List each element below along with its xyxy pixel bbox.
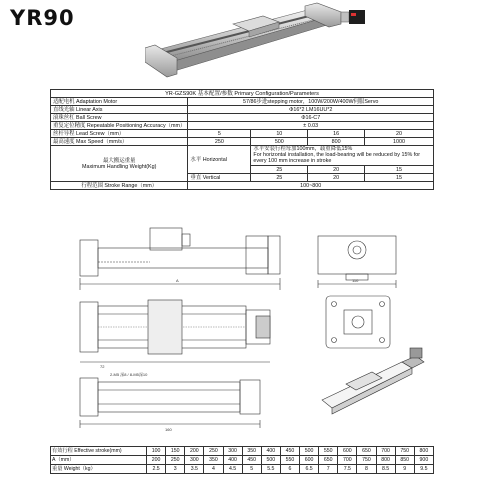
handling-label-en: Maximum Handling Weight(Kg) (81, 163, 157, 170)
a-cell: 550 (280, 456, 299, 465)
dim-ref: 72 (100, 364, 105, 369)
stroke-cell: 550 (319, 447, 338, 456)
a-cell: 700 (338, 456, 357, 465)
weight-cell: 9.5 (414, 465, 433, 474)
weight-cell: 7 (319, 465, 338, 474)
lead-value: 10 (251, 130, 308, 138)
stroke-cell: 200 (185, 447, 204, 456)
weight-cell: 3 (166, 465, 185, 474)
horizontal-value: 25 (251, 166, 308, 174)
weight-cell: 6 (280, 465, 299, 474)
a-cell: 650 (319, 456, 338, 465)
lead-value: 5 (188, 130, 251, 138)
speed-value: 1000 (364, 138, 433, 146)
weight-cell: 9 (395, 465, 414, 474)
dim-a: A (176, 278, 179, 283)
product-title: YR90 (10, 6, 75, 30)
dim-hole: 2-M5 深8 / 8-M5深10 (110, 372, 148, 377)
a-cell: 800 (376, 456, 395, 465)
a-cell: 400 (223, 456, 242, 465)
horizontal-value: 15 (364, 166, 433, 174)
a-cell: 850 (395, 456, 414, 465)
lead-value: 16 (308, 130, 365, 138)
stroke-cell: 400 (261, 447, 280, 456)
a-cell: 200 (147, 456, 166, 465)
a-cell: 500 (261, 456, 280, 465)
spec-header: YR-GZS90K 基本配置/参数 Primary Configuration/Parameters (51, 90, 434, 98)
stroke-cell: 500 (300, 447, 319, 456)
a-cell: 250 (166, 456, 185, 465)
a-cell: 350 (204, 456, 223, 465)
horizontal-note-en: For horizontal installation, the load-bearing will be reduced by 15% for every 100 mm increase in stroke (253, 151, 421, 164)
stroke-cell: 650 (357, 447, 376, 456)
top-view (80, 300, 270, 362)
a-cell: 450 (242, 456, 261, 465)
weight-cell: 7.5 (338, 465, 357, 474)
stroke-cell: 600 (338, 447, 357, 456)
stroke-cell: 750 (395, 447, 414, 456)
vertical-value: 20 (308, 174, 365, 182)
vertical-label: 垂直 Vertical (188, 174, 251, 182)
horizontal-value: 20 (308, 166, 365, 174)
weight-cell: 4 (204, 465, 223, 474)
weight-cell: 3.5 (185, 465, 204, 474)
handling-label-cn: 最大搬运重量 (103, 157, 136, 164)
accuracy-label: 重复定位精度 Repeatable Positioning Accuracy（mm） (51, 122, 188, 130)
isometric-view (322, 348, 424, 414)
a-cell: 750 (357, 456, 376, 465)
stroke-cell: 150 (166, 447, 185, 456)
weight-row-label: 重量 Weight（kg） (51, 465, 147, 474)
motor-value: 57/86步进stepping motor，100W/200W/400W伺服Servo (188, 98, 434, 106)
screw-label: 滚珠丝杠 Ball Screw (51, 114, 188, 122)
speed-label: 最高速度 Max Speed（mm/s） (51, 138, 188, 146)
speed-value: 800 (308, 138, 365, 146)
stroke-value: 100~800 (188, 182, 434, 190)
weight-cell: 4.5 (223, 465, 242, 474)
dim-base: 160 (165, 427, 172, 432)
table-row (51, 465, 434, 474)
stroke-row-label: 有效行程 Effective stroke(mm) (51, 447, 147, 456)
a-cell: 600 (300, 456, 319, 465)
a-row-label: A（mm） (51, 456, 147, 465)
horizontal-label: 水平 Horizontal (188, 146, 251, 174)
speed-value: 500 (251, 138, 308, 146)
speed-value: 250 (188, 138, 251, 146)
stroke-table (50, 446, 434, 474)
stroke-cell: 300 (223, 447, 242, 456)
weight-cell: 6.5 (300, 465, 319, 474)
lead-value: 20 (364, 130, 433, 138)
motor-label: 适配电机 Adaptation Motor (51, 98, 188, 106)
stroke-label: 行程范围 Stroke Range（mm） (51, 182, 188, 190)
a-cell: 900 (414, 456, 433, 465)
stroke-cell: 350 (242, 447, 261, 456)
axis-value: Φ16*2 LM16UU*2 (188, 106, 434, 114)
weight-cell: 2.5 (147, 465, 166, 474)
bottom-view (80, 378, 260, 428)
table-row (51, 456, 434, 465)
front-view (80, 228, 280, 290)
stroke-cell: 450 (280, 447, 299, 456)
stroke-cell: 700 (376, 447, 395, 456)
table-row (51, 447, 434, 456)
lead-label: 丝杆导程 Lead Screw（mm） (51, 130, 188, 138)
accuracy-value: ± 0.03 (188, 122, 434, 130)
stroke-cell: 250 (204, 447, 223, 456)
horizontal-note-cn: 水平安装行程每加100mm，载重降低15% (253, 146, 353, 152)
vertical-value: 15 (364, 174, 433, 182)
a-cell: 300 (185, 456, 204, 465)
screw-value: Φ16-C7 (188, 114, 434, 122)
weight-cell: 5 (242, 465, 261, 474)
stroke-cell: 100 (147, 447, 166, 456)
stroke-cell: 800 (414, 447, 433, 456)
vertical-value: 25 (251, 174, 308, 182)
weight-cell: 8.5 (376, 465, 395, 474)
end-section-view (326, 296, 390, 348)
dim-side: 110 (352, 278, 359, 283)
axis-label: 直线光轴 Linear Axis (51, 106, 188, 114)
weight-cell: 5.5 (261, 465, 280, 474)
weight-cell: 8 (357, 465, 376, 474)
